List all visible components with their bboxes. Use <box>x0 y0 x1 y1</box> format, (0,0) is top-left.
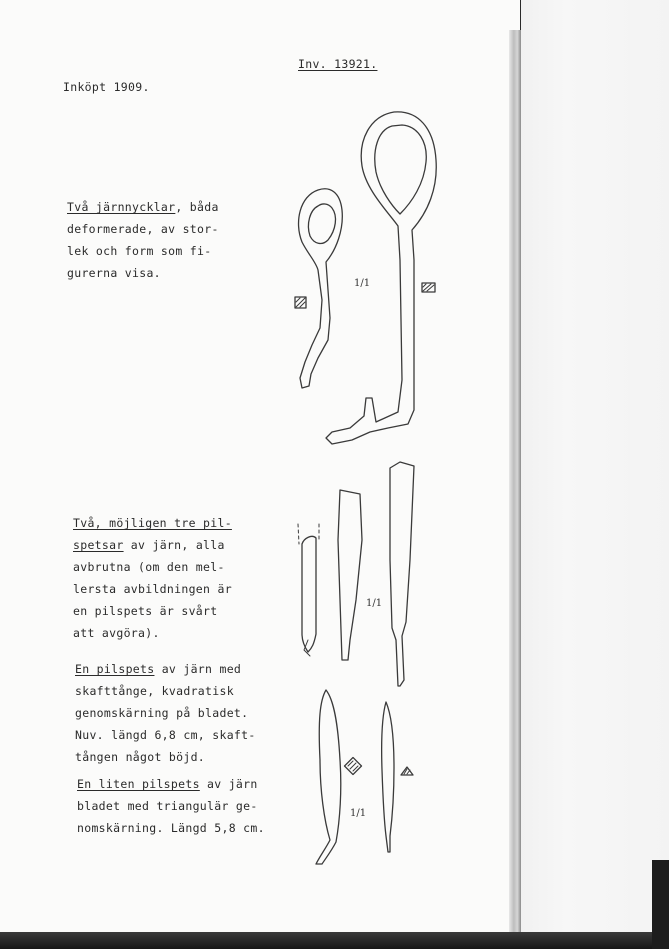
entry-line: nomskärning. Längd 5,8 cm. <box>77 821 265 835</box>
large-key-drawing <box>326 112 436 444</box>
small-arrowhead-drawing <box>382 702 413 852</box>
entry-line: , båda <box>175 200 219 214</box>
scale-labels <box>350 278 382 819</box>
scale-label-arrowheads: 1/1 <box>366 598 383 609</box>
entry-title-cont: spetsar <box>73 538 124 552</box>
entry-line: att avgöra). <box>73 626 160 640</box>
entry-title: Två järnnycklar <box>67 200 176 214</box>
entry-line: lersta avbildningen är <box>73 582 232 596</box>
arrowhead-tang-drawing <box>316 690 361 864</box>
entry-title: Två, möjligen tre pil- <box>73 516 232 530</box>
arrowhead-left-drawing <box>298 524 319 656</box>
purchase-note: Inköpt 1909. <box>63 80 150 94</box>
entry-line: en pilspets är svårt <box>73 604 218 618</box>
entry-title: En liten pilspets <box>77 777 200 791</box>
entry-line: gurerna visa. <box>67 266 161 280</box>
entry-line: genomskärning på bladet. <box>75 706 249 720</box>
entry-line: avbrutna (om den mel- <box>73 560 225 574</box>
entry-line: av järn med <box>154 662 242 676</box>
entry-line: av järn <box>199 777 258 791</box>
scale-label-keys: 1/1 <box>354 278 371 289</box>
entry-line: lek och form som fi- <box>67 244 212 258</box>
entry-line: av järn, alla <box>123 538 225 552</box>
entry-line: bladet med triangulär ge- <box>77 799 258 813</box>
entry-line: tången något böjd. <box>75 750 206 764</box>
inventory-number: Inv. 13921. <box>298 57 378 71</box>
entry-line: skafttånge, kvadratisk <box>75 684 234 698</box>
small-key-drawing <box>295 189 342 388</box>
scale-label-small-arrowheads: 1/1 <box>350 808 367 819</box>
entry-line: deformerade, av stor- <box>67 222 219 236</box>
arrowhead-right-drawing <box>390 462 414 686</box>
entry-line: Nuv. längd 6,8 cm, skaft- <box>75 728 256 742</box>
entry-title: En pilspets <box>75 662 155 676</box>
arrowhead-middle-drawing <box>338 490 362 660</box>
